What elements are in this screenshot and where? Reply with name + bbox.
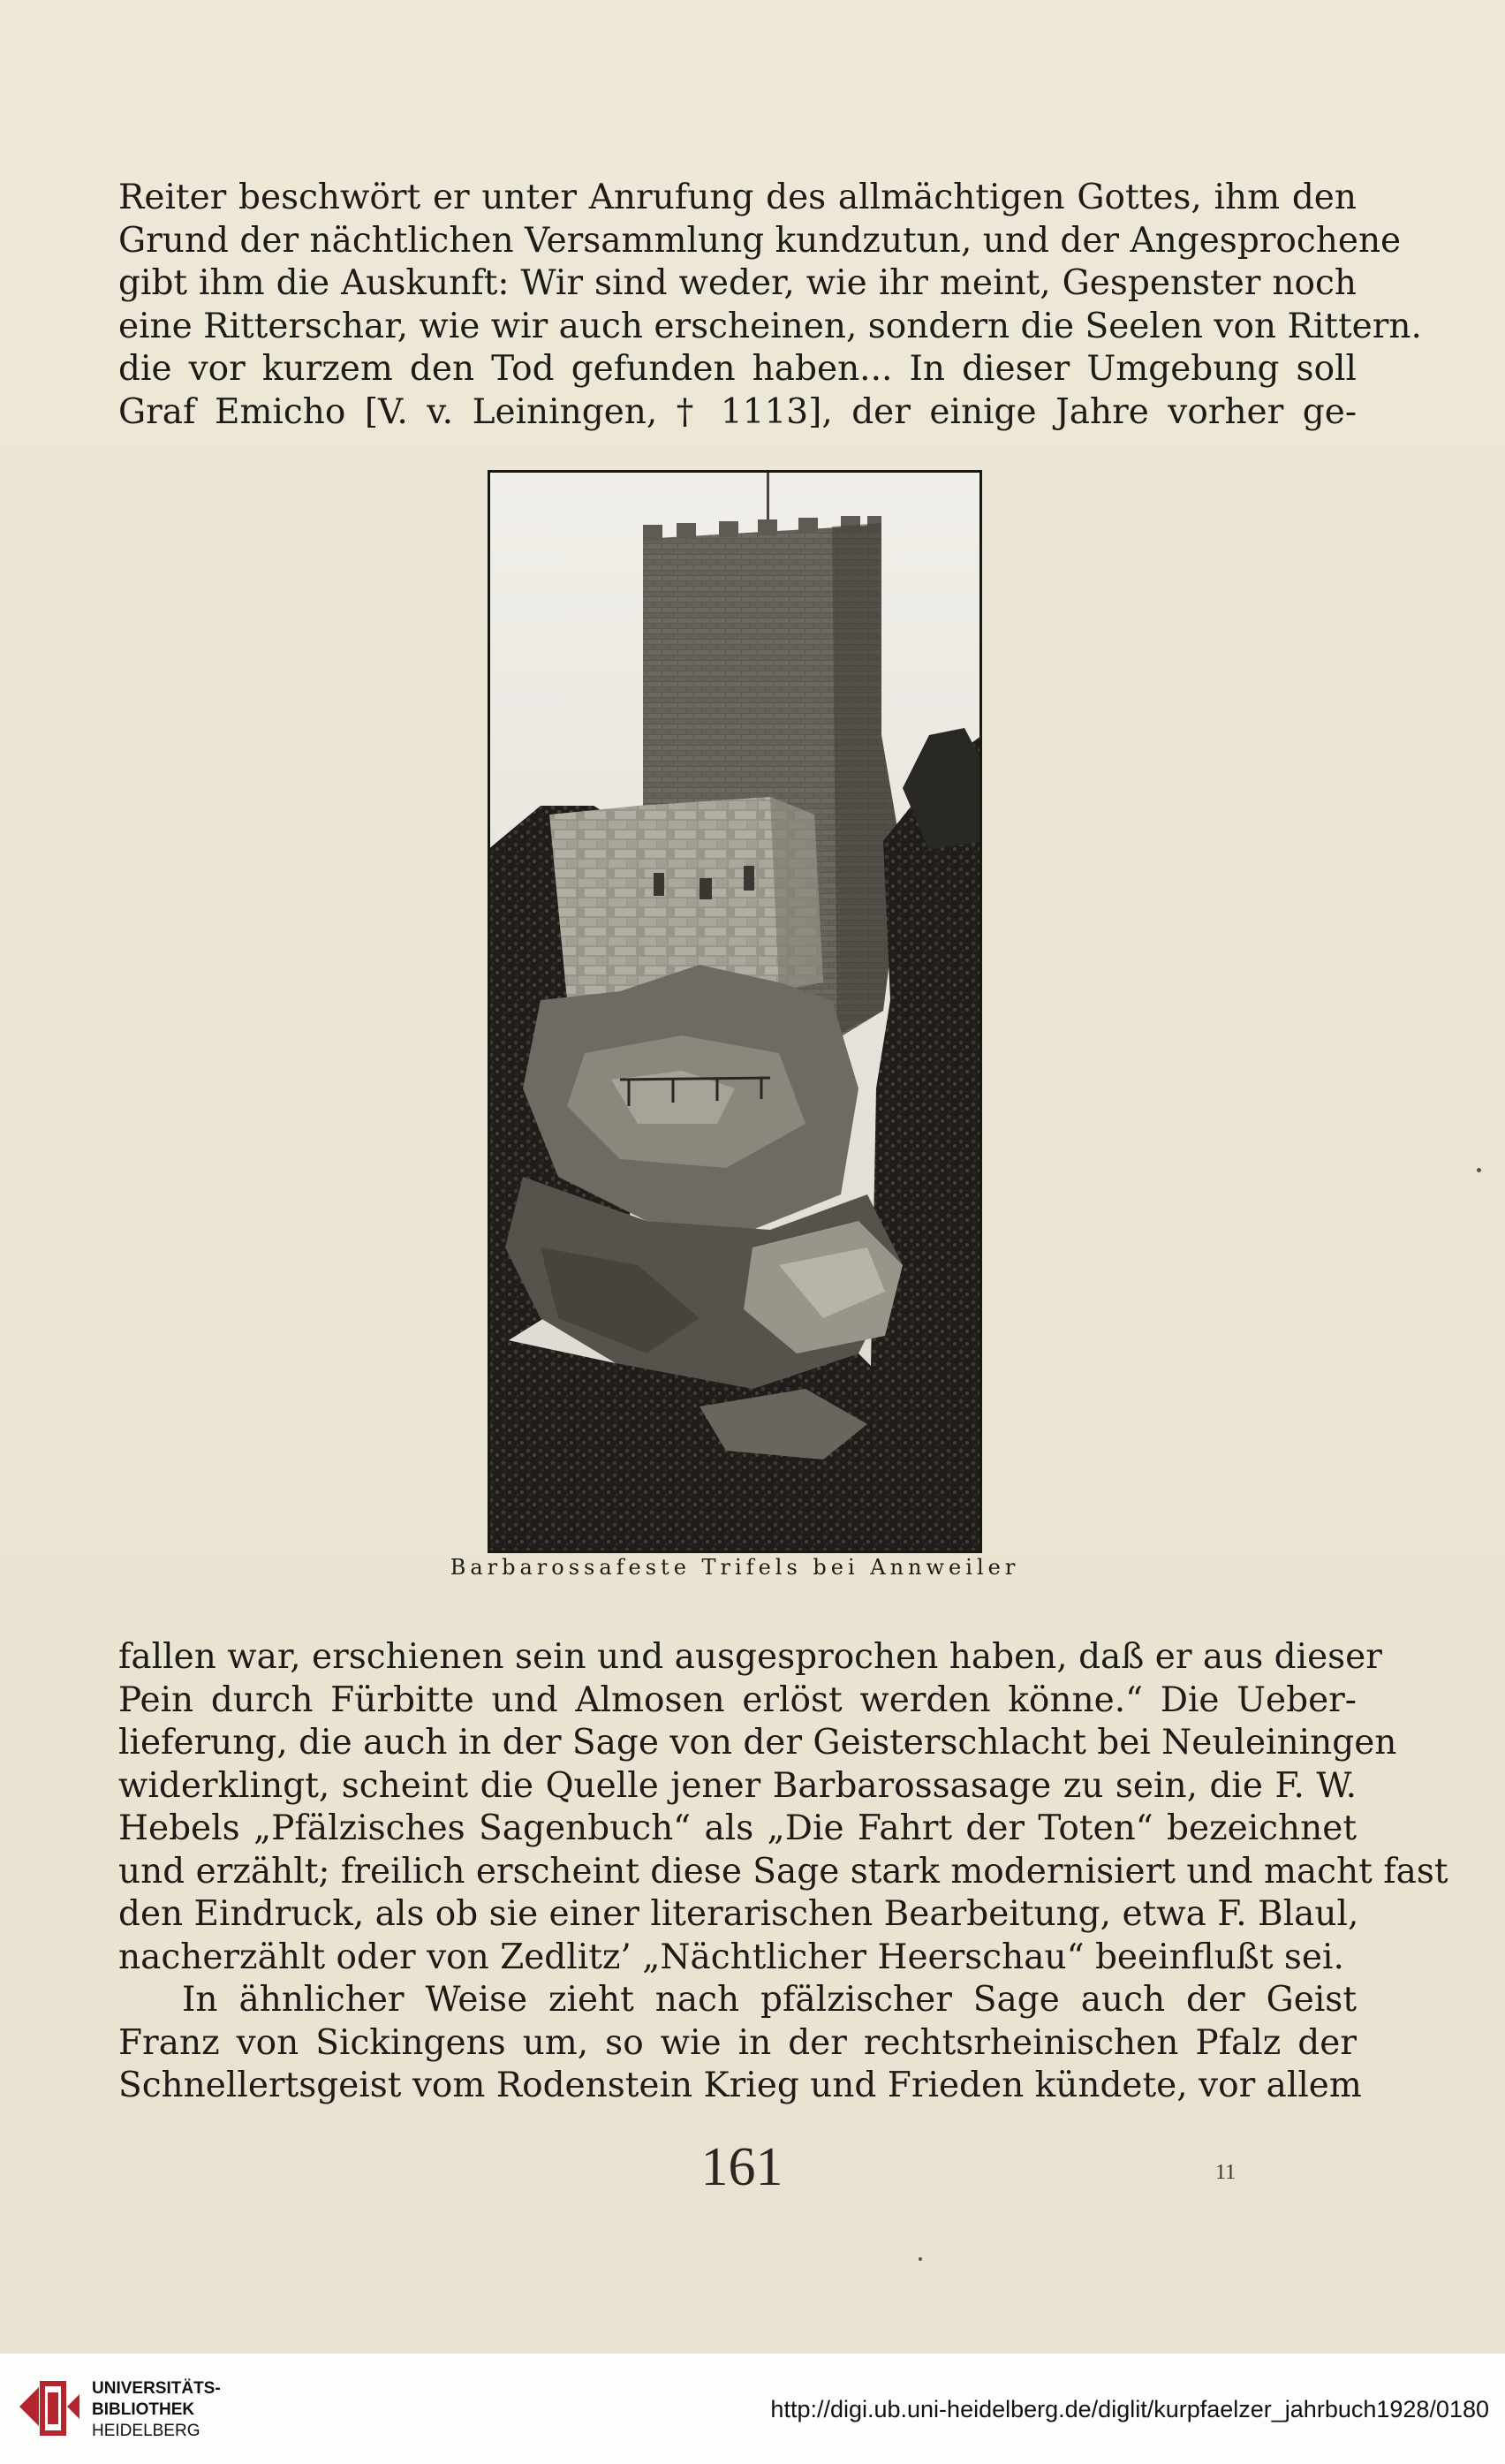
text-line: Reiter beschwört er unter Anrufung des allmächtigen Gottes, ihm den — [118, 178, 1357, 217]
text-line: Grund der nächtlichen Versammlung kundzutun, und der Angesprochene — [118, 220, 1402, 261]
signature-mark: 11 — [1215, 2161, 1237, 2184]
text-line: Graf Emicho [V. v. Leiningen, † 1113], der einige Jahre vorher ge- — [118, 391, 1357, 432]
text-line: nacherzählt oder von Zedlitz’ „Nächtlicher Heerschau“ beeinflußt sei. — [118, 1937, 1344, 1977]
castle-photograph — [488, 470, 982, 1553]
text-line: Hebels „Pfälzisches Sagenbuch“ als „Die Fahrt der Toten“ bezeichnet — [118, 1808, 1357, 1848]
text-line: widerklingt, scheint die Quelle jener Barbarossasage zu sein, die F. W. — [118, 1765, 1357, 1806]
text-line: eine Ritterschar, wie wir auch erscheinen, sondern die Seelen von Rittern. — [118, 306, 1422, 346]
library-name-line: UNIVERSITÄTS- — [92, 2379, 221, 2398]
text-line: den Eindruck, als ob sie einer literarischen Bearbeitung, etwa F. Blaul, — [118, 1894, 1359, 1934]
paper-speck — [1477, 1168, 1481, 1172]
library-name-line: BIBLIOTHEK — [92, 2400, 195, 2419]
page-number: 161 — [700, 2137, 783, 2197]
text-line: lieferung, die auch in der Sage von der Geisterschlacht bei Neuleiningen — [118, 1723, 1397, 1763]
text-block-bottom — [118, 1636, 1448, 2108]
figure-caption: Barbarossafeste Trifels bei Annweiler — [450, 1555, 1020, 1580]
text-line: Schnellertsgeist vom Rodenstein Krieg und Frieden kündete, vor allem — [118, 2066, 1362, 2105]
library-name — [92, 2378, 221, 2442]
text-line: In ähnlicher Weise zieht nach pfälzischer Sage auch der Geist — [182, 1980, 1357, 2020]
text-line: die vor kurzem den Tod gefunden haben... In dieser Umgebung soll — [118, 349, 1357, 389]
text-line: und erzählt; freilich erscheint diese Sage stark modernisiert und macht fast — [118, 1851, 1448, 1892]
castle-photo-illustration — [488, 470, 982, 1553]
digitization-footer — [0, 2354, 1505, 2464]
text-line: Franz von Sickingens um, so wie in der rechtsrheinischen Pfalz der — [118, 2022, 1357, 2063]
text-line: gibt ihm die Auskunft: Wir sind weder, wie ihr meint, Gespenster noch — [118, 263, 1357, 303]
source-url-link[interactable]: http://digi.ub.uni-heidelberg.de/diglit/kurpfaelzer_jahrbuch1928/0180 — [770, 2396, 1489, 2422]
library-logo-icon — [12, 2371, 87, 2445]
paper-speck — [919, 2257, 922, 2261]
library-name-line: HEIDELBERG — [92, 2422, 200, 2440]
text-block-top — [118, 177, 1422, 434]
text-line: fallen war, erschienen sein und ausgesprochen haben, daß er aus dieser — [118, 1637, 1382, 1677]
text-line: Pein durch Fürbitte und Almosen erlöst werden könne.“ Die Ueber- — [118, 1679, 1357, 1720]
